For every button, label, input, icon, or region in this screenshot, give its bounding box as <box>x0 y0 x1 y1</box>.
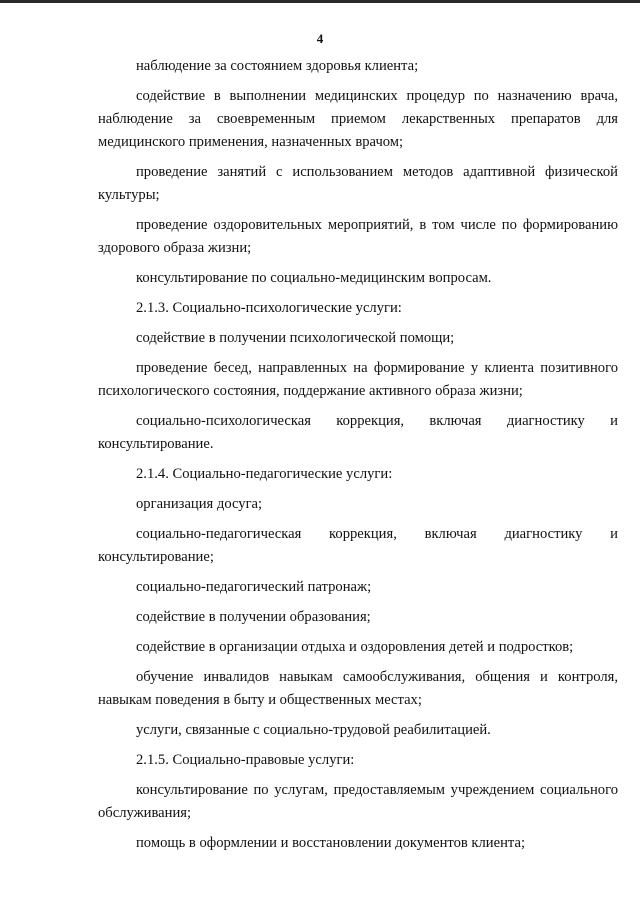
paragraph-children-recreation: содействие в организации отдыха и оздоровления детей и подростков; <box>136 639 574 655</box>
paragraph-conversations: проведение бесед, направленных на формирование у клиента позитивного психологического состояния, поддержание активного образа жизни; <box>98 360 618 399</box>
paragraph-health-activities: проведение оздоровительных мероприятий, в том числе по формированию здорового образа жизни; <box>98 217 618 256</box>
document-body <box>98 55 618 862</box>
paragraph-psychological-correction: социально-психологическая коррекция, включая диагностику и консультирование. <box>98 413 618 452</box>
paragraph-disabled-training: обучение инвалидов навыкам самообслуживания, общения и контроля, навыкам поведения в быту и общественных местах; <box>98 669 618 708</box>
paragraph-leisure: организация досуга; <box>136 496 263 512</box>
paragraph-documents-assistance: помощь в оформлении и восстановлении документов клиента; <box>136 835 525 851</box>
section-heading-legal: 2.1.5. Социально-правовые услуги: <box>136 752 355 768</box>
paragraph-health-monitoring: наблюдение за состоянием здоровья клиента; <box>136 58 419 74</box>
paragraph-pedagogical-correction: социально-педагогическая коррекция, включая диагностику и консультирование; <box>98 526 618 565</box>
paragraph-adaptive-physical-culture: проведение занятий с использованием методов адаптивной физической культуры; <box>98 164 618 203</box>
scan-top-edge <box>0 0 640 3</box>
page-number: 4 <box>316 31 324 46</box>
section-heading-pedagogical: 2.1.4. Социально-педагогические услуги: <box>136 466 393 482</box>
paragraph-education-assistance: содействие в получении образования; <box>136 609 371 625</box>
section-heading-psychological: 2.1.3. Социально-психологические услуги: <box>136 300 402 316</box>
paragraph-labor-rehabilitation: услуги, связанные с социально-трудовой реабилитацией. <box>136 722 491 738</box>
paragraph-pedagogical-patronage: социально-педагогический патронаж; <box>136 579 372 595</box>
paragraph-legal-consulting: консультирование по услугам, предоставляемым учреждением социального обслуживания; <box>98 782 618 821</box>
paragraph-medical-consulting: консультирование по социально-медицинским вопросам. <box>136 270 492 286</box>
paragraph-psychological-help: содействие в получении психологической помощи; <box>136 330 455 346</box>
paragraph-medical-procedures: содействие в выполнении медицинских процедур по назначению врача, наблюдение за своевременным приемом лекарственных препаратов для медицинского применения, назначенных врачом; <box>98 88 618 150</box>
